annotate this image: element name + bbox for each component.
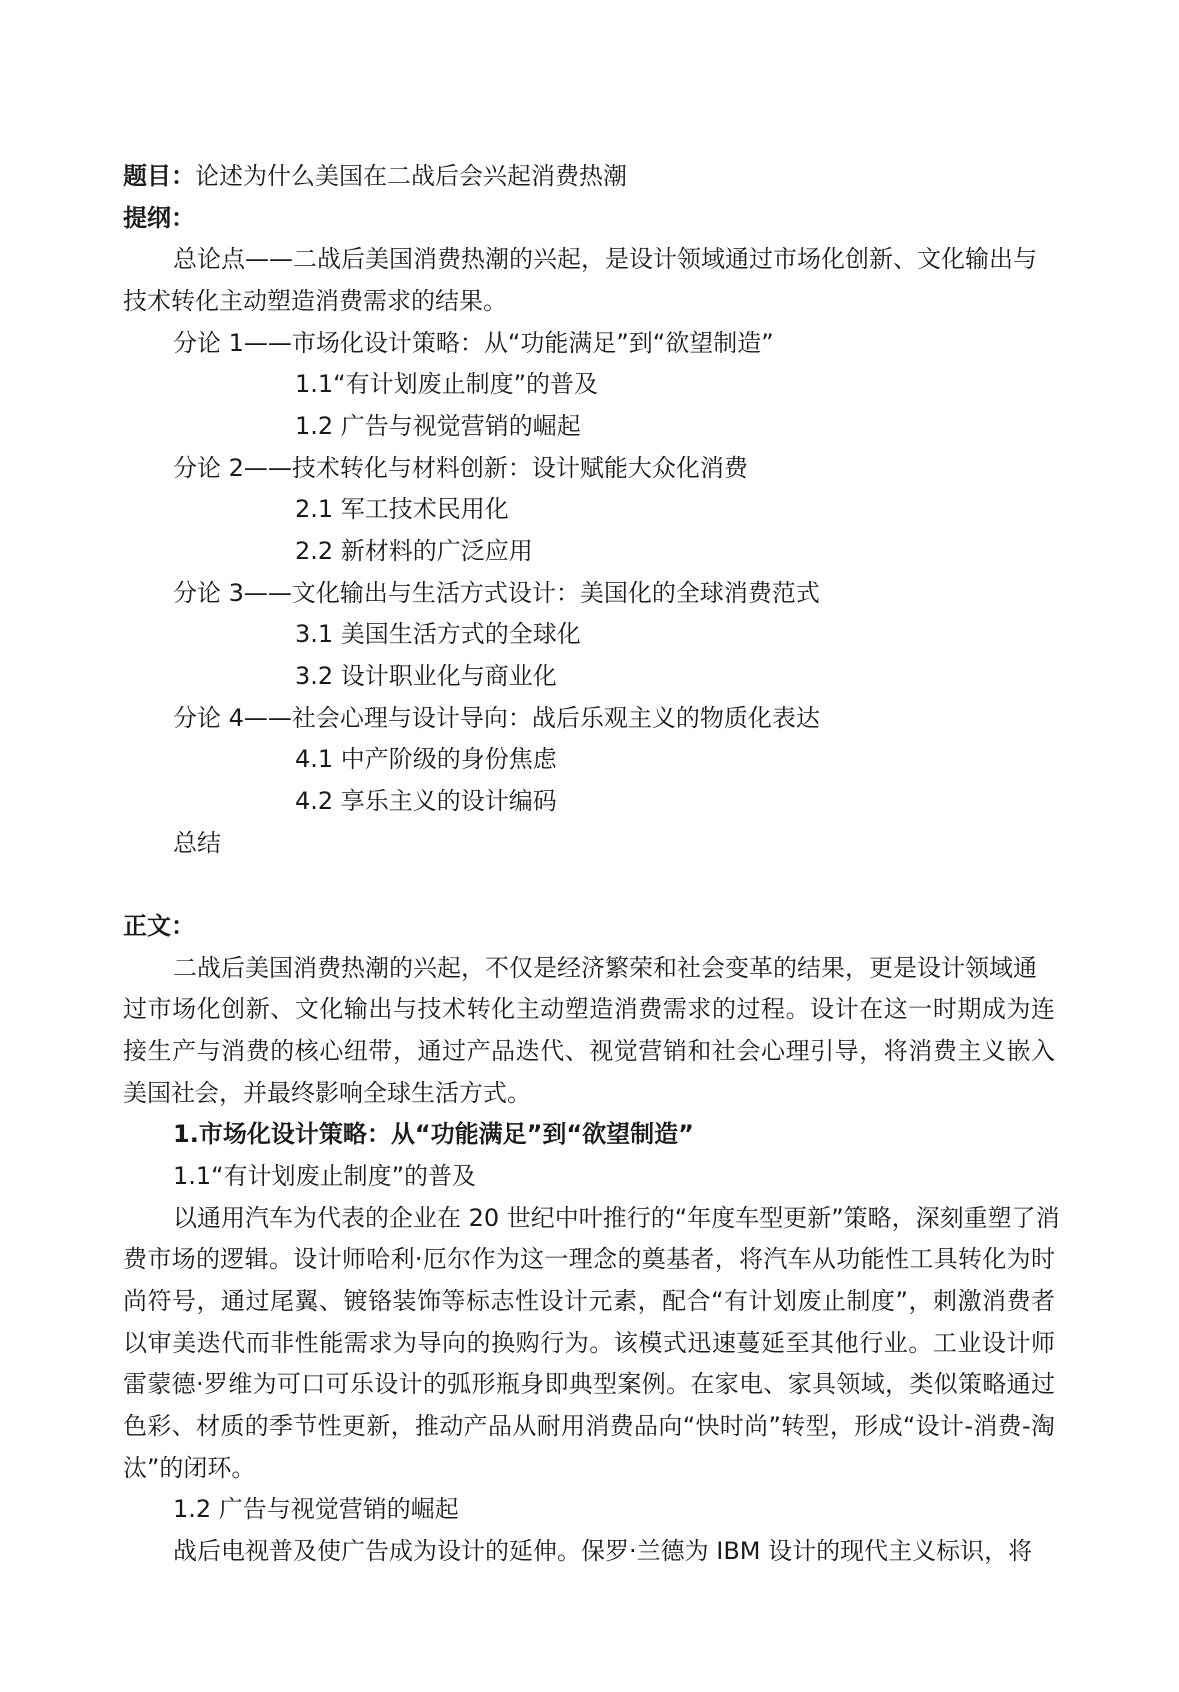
outline-item-1-1: 1.1“有计划废止制度”的普及 [295, 370, 599, 398]
outline-item-4-2: 4.2 享乐主义的设计编码 [295, 787, 557, 815]
outline-item-1: 分论 1——市场化设计策略：从“功能满足”到“欲望制造” [173, 329, 774, 357]
para-1-1-line-6: 色彩、材质的季节性更新，推动产品从耐用消费品向“快时尚”转型，形成“设计-消费-淘 [123, 1412, 1055, 1440]
para-1-1-line-3: 尚符号，通过尾翼、镀铬装饰等标志性设计元素，配合“有计划废止制度”，刺激消费者 [123, 1287, 1055, 1315]
title-text: 论述为什么美国在二战后会兴起消费热潮 [195, 162, 627, 190]
para-1-1-line-4: 以审美迭代而非性能需求为导向的换购行为。该模式迅速蔓延至其他行业。工业设计师 [123, 1329, 1055, 1357]
title-line [123, 160, 627, 192]
para-1-1-line-1: 以通用汽车为代表的企业在 20 世纪中叶推行的“年度车型更新”策略，深刻重塑了消 [173, 1204, 1060, 1232]
outline-item-4: 分论 4——社会心理与设计导向：战后乐观主义的物质化表达 [173, 704, 820, 732]
outline-item-1-2: 1.2 广告与视觉营销的崛起 [295, 412, 581, 440]
outline-item-2-1: 2.1 军工技术民用化 [295, 495, 509, 523]
outline-item-2-2: 2.2 新材料的广泛应用 [295, 537, 533, 565]
para-1-1-line-2: 费市场的逻辑。设计师哈利·厄尔作为这一理念的奠基者，将汽车从功能性工具转化为时 [123, 1245, 1055, 1273]
outline-heading: 提纲： [123, 204, 195, 232]
para-1-1-line-7: 汰”的闭环。 [123, 1454, 256, 1482]
outline-item-4-1: 4.1 中产阶级的身份焦虑 [295, 745, 557, 773]
body-heading: 正文： [123, 912, 195, 940]
title-label: 题目： [123, 162, 195, 190]
outline-thesis-line-1: 总论点——二战后美国消费热潮的兴起，是设计领域通过市场化创新、文化输出与 [173, 245, 1037, 273]
subsection-1-1-title: 1.1“有计划废止制度”的普及 [173, 1162, 477, 1190]
section-1-title: 1.市场化设计策略：从“功能满足”到“欲望制造” [173, 1120, 694, 1148]
intro-line-4: 美国社会，并最终影响全球生活方式。 [123, 1079, 531, 1107]
intro-line-1: 二战后美国消费热潮的兴起，不仅是经济繁荣和社会变革的结果，更是设计领域通 [173, 954, 1037, 982]
outline-item-3-1: 3.1 美国生活方式的全球化 [295, 620, 581, 648]
outline-item-3: 分论 3——文化输出与生活方式设计：美国化的全球消费范式 [173, 579, 820, 607]
outline-thesis-line-2: 技术转化主动塑造消费需求的结果。 [123, 287, 507, 315]
para-1-1-line-5: 雷蒙德·罗维为可口可乐设计的弧形瓶身即典型案例。在家电、家具领域，类似策略通过 [123, 1370, 1055, 1398]
para-1-2-line-1: 战后电视普及使广告成为设计的延伸。保罗·兰德为 IBM 设计的现代主义标识，将 [173, 1537, 1033, 1565]
outline-item-2: 分论 2——技术转化与材料创新：设计赋能大众化消费 [173, 454, 748, 482]
outline-item-3-2: 3.2 设计职业化与商业化 [295, 662, 557, 690]
intro-line-2: 过市场化创新、文化输出与技术转化主动塑造消费需求的过程。设计在这一时期成为连 [123, 995, 1055, 1023]
subsection-1-2-title: 1.2 广告与视觉营销的崛起 [173, 1495, 459, 1523]
intro-line-3: 接生产与消费的核心纽带，通过产品迭代、视觉营销和社会心理引导，将消费主义嵌入 [123, 1037, 1055, 1065]
outline-conclusion: 总结 [173, 829, 221, 857]
